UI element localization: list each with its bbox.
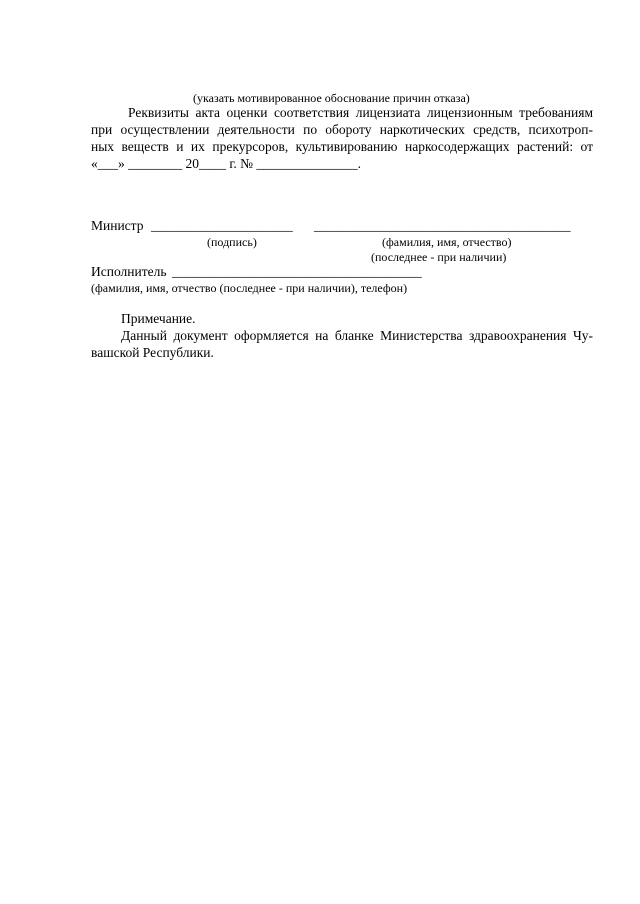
executor-caption: (фамилия, имя, отчество (последнее - при наличии), телефон) xyxy=(91,281,408,295)
note-line-2: вашской Республики. xyxy=(91,345,214,360)
requisites-line-2: при осуществлении деятельности по обороту наркотических средств, психотроп- xyxy=(91,122,593,137)
requisites-line-4: «___» ________ 20____ г. № _______________. xyxy=(91,156,362,171)
executor-blank: _____________________________________ xyxy=(172,264,422,279)
executor-label: Исполнитель xyxy=(91,264,167,279)
note-line-1: Данный документ оформляется на бланке Министерства здравоохранения Чу- xyxy=(121,328,593,343)
name-caption: (фамилия, имя, отчество) xyxy=(382,235,512,249)
signature-caption: (подпись) xyxy=(207,235,257,249)
minister-name-blank: ______________________________________ xyxy=(314,218,571,233)
name-caption-2: (последнее - при наличии) xyxy=(371,250,507,264)
refusal-reason-caption: (указать мотивированное обоснование причин отказа) xyxy=(193,91,470,105)
requisites-line-3: ных веществ и их прекурсоров, культивированию наркосодержащих растений: от xyxy=(91,139,593,154)
note-title: Примечание. xyxy=(121,311,196,326)
minister-label: Министр xyxy=(91,218,144,233)
minister-signature-blank: _____________________ xyxy=(151,218,293,233)
requisites-line-1: Реквизиты акта оценки соответствия лицензиата лицензионным требованиям xyxy=(128,105,593,120)
